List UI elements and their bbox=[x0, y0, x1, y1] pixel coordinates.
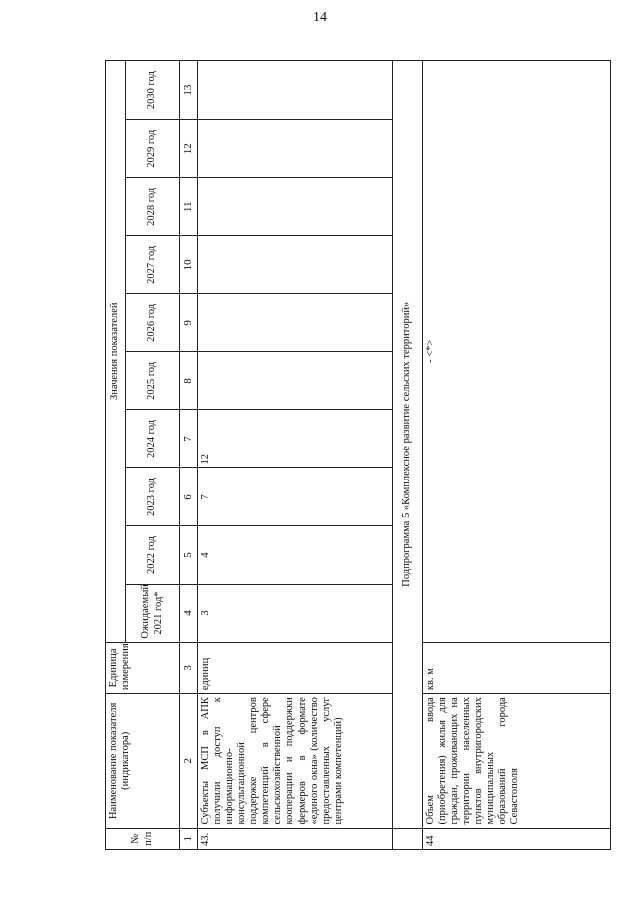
row-num: 43. bbox=[198, 828, 393, 849]
row-value bbox=[198, 120, 393, 178]
col-number: 10 bbox=[180, 236, 198, 294]
row-value bbox=[198, 236, 393, 294]
table-row bbox=[423, 61, 611, 850]
header-year: 2022 год bbox=[126, 526, 180, 584]
col-number: 13 bbox=[180, 61, 198, 120]
header-year: 2027 год bbox=[126, 236, 180, 294]
col-number: 12 bbox=[180, 120, 198, 178]
header-values-group: Значения показателей bbox=[106, 61, 126, 643]
subprogram-title: Подпрограмма 5 «Комплексное развитие сельских территорий» bbox=[393, 61, 423, 829]
table-row bbox=[198, 61, 393, 850]
col-number: 3 bbox=[180, 642, 198, 694]
row-indicator-name: Субъекты МСП в АПК получили доступ к информационно-консультационной поддержке центров компетенций в сфере сельскохозяйственной кооперации и поддержки фермеров в формате «единого окна» (количество предоставленных услуг центрами компетенций) bbox=[198, 694, 393, 828]
header-unit: Единица измерения bbox=[106, 642, 180, 694]
row-value: 4 bbox=[198, 526, 393, 584]
col-number: 6 bbox=[180, 468, 198, 526]
row-value bbox=[198, 352, 393, 410]
row-unit: кв. м bbox=[423, 642, 611, 694]
row-value: 7 bbox=[198, 468, 393, 526]
col-number: 11 bbox=[180, 178, 198, 236]
col-number: 2 bbox=[180, 694, 198, 828]
col-number: 8 bbox=[180, 352, 198, 410]
header-year: 2028 год bbox=[126, 178, 180, 236]
col-number: 4 bbox=[180, 584, 198, 642]
page-number: 14 bbox=[313, 10, 327, 25]
row-note: - <*> bbox=[423, 61, 611, 643]
row-value bbox=[198, 61, 393, 120]
rotated-table-wrapper bbox=[105, 60, 610, 850]
header-year: 2025 год bbox=[126, 352, 180, 410]
row-unit: единиц bbox=[198, 642, 393, 694]
row-value bbox=[198, 294, 393, 352]
row-indicator-name: Объем ввода (приобретения) жилья для граждан, проживающих на территории населенных пунктов внутригородских муниципальных образований города Севастополя bbox=[423, 694, 611, 828]
row-value: 12 bbox=[198, 410, 393, 468]
col-number: 9 bbox=[180, 294, 198, 352]
col-number: 7 bbox=[180, 410, 198, 468]
col-number: 1 bbox=[180, 828, 198, 849]
indicators-table bbox=[105, 60, 611, 850]
header-num: № п/п bbox=[106, 828, 180, 849]
header-year: 2029 год bbox=[126, 120, 180, 178]
header-name: Наименование показателя (индикатора) bbox=[106, 694, 180, 828]
header-year: 2030 год bbox=[126, 61, 180, 120]
row-num: 44 bbox=[423, 828, 611, 849]
row-value: 3 bbox=[198, 584, 393, 642]
row-value bbox=[198, 178, 393, 236]
header-year: 2026 год bbox=[126, 294, 180, 352]
header-year: 2024 год bbox=[126, 410, 180, 468]
header-year: 2023 год bbox=[126, 468, 180, 526]
header-year: Ожидаемый 2021 год* bbox=[126, 584, 180, 642]
col-number: 5 bbox=[180, 526, 198, 584]
